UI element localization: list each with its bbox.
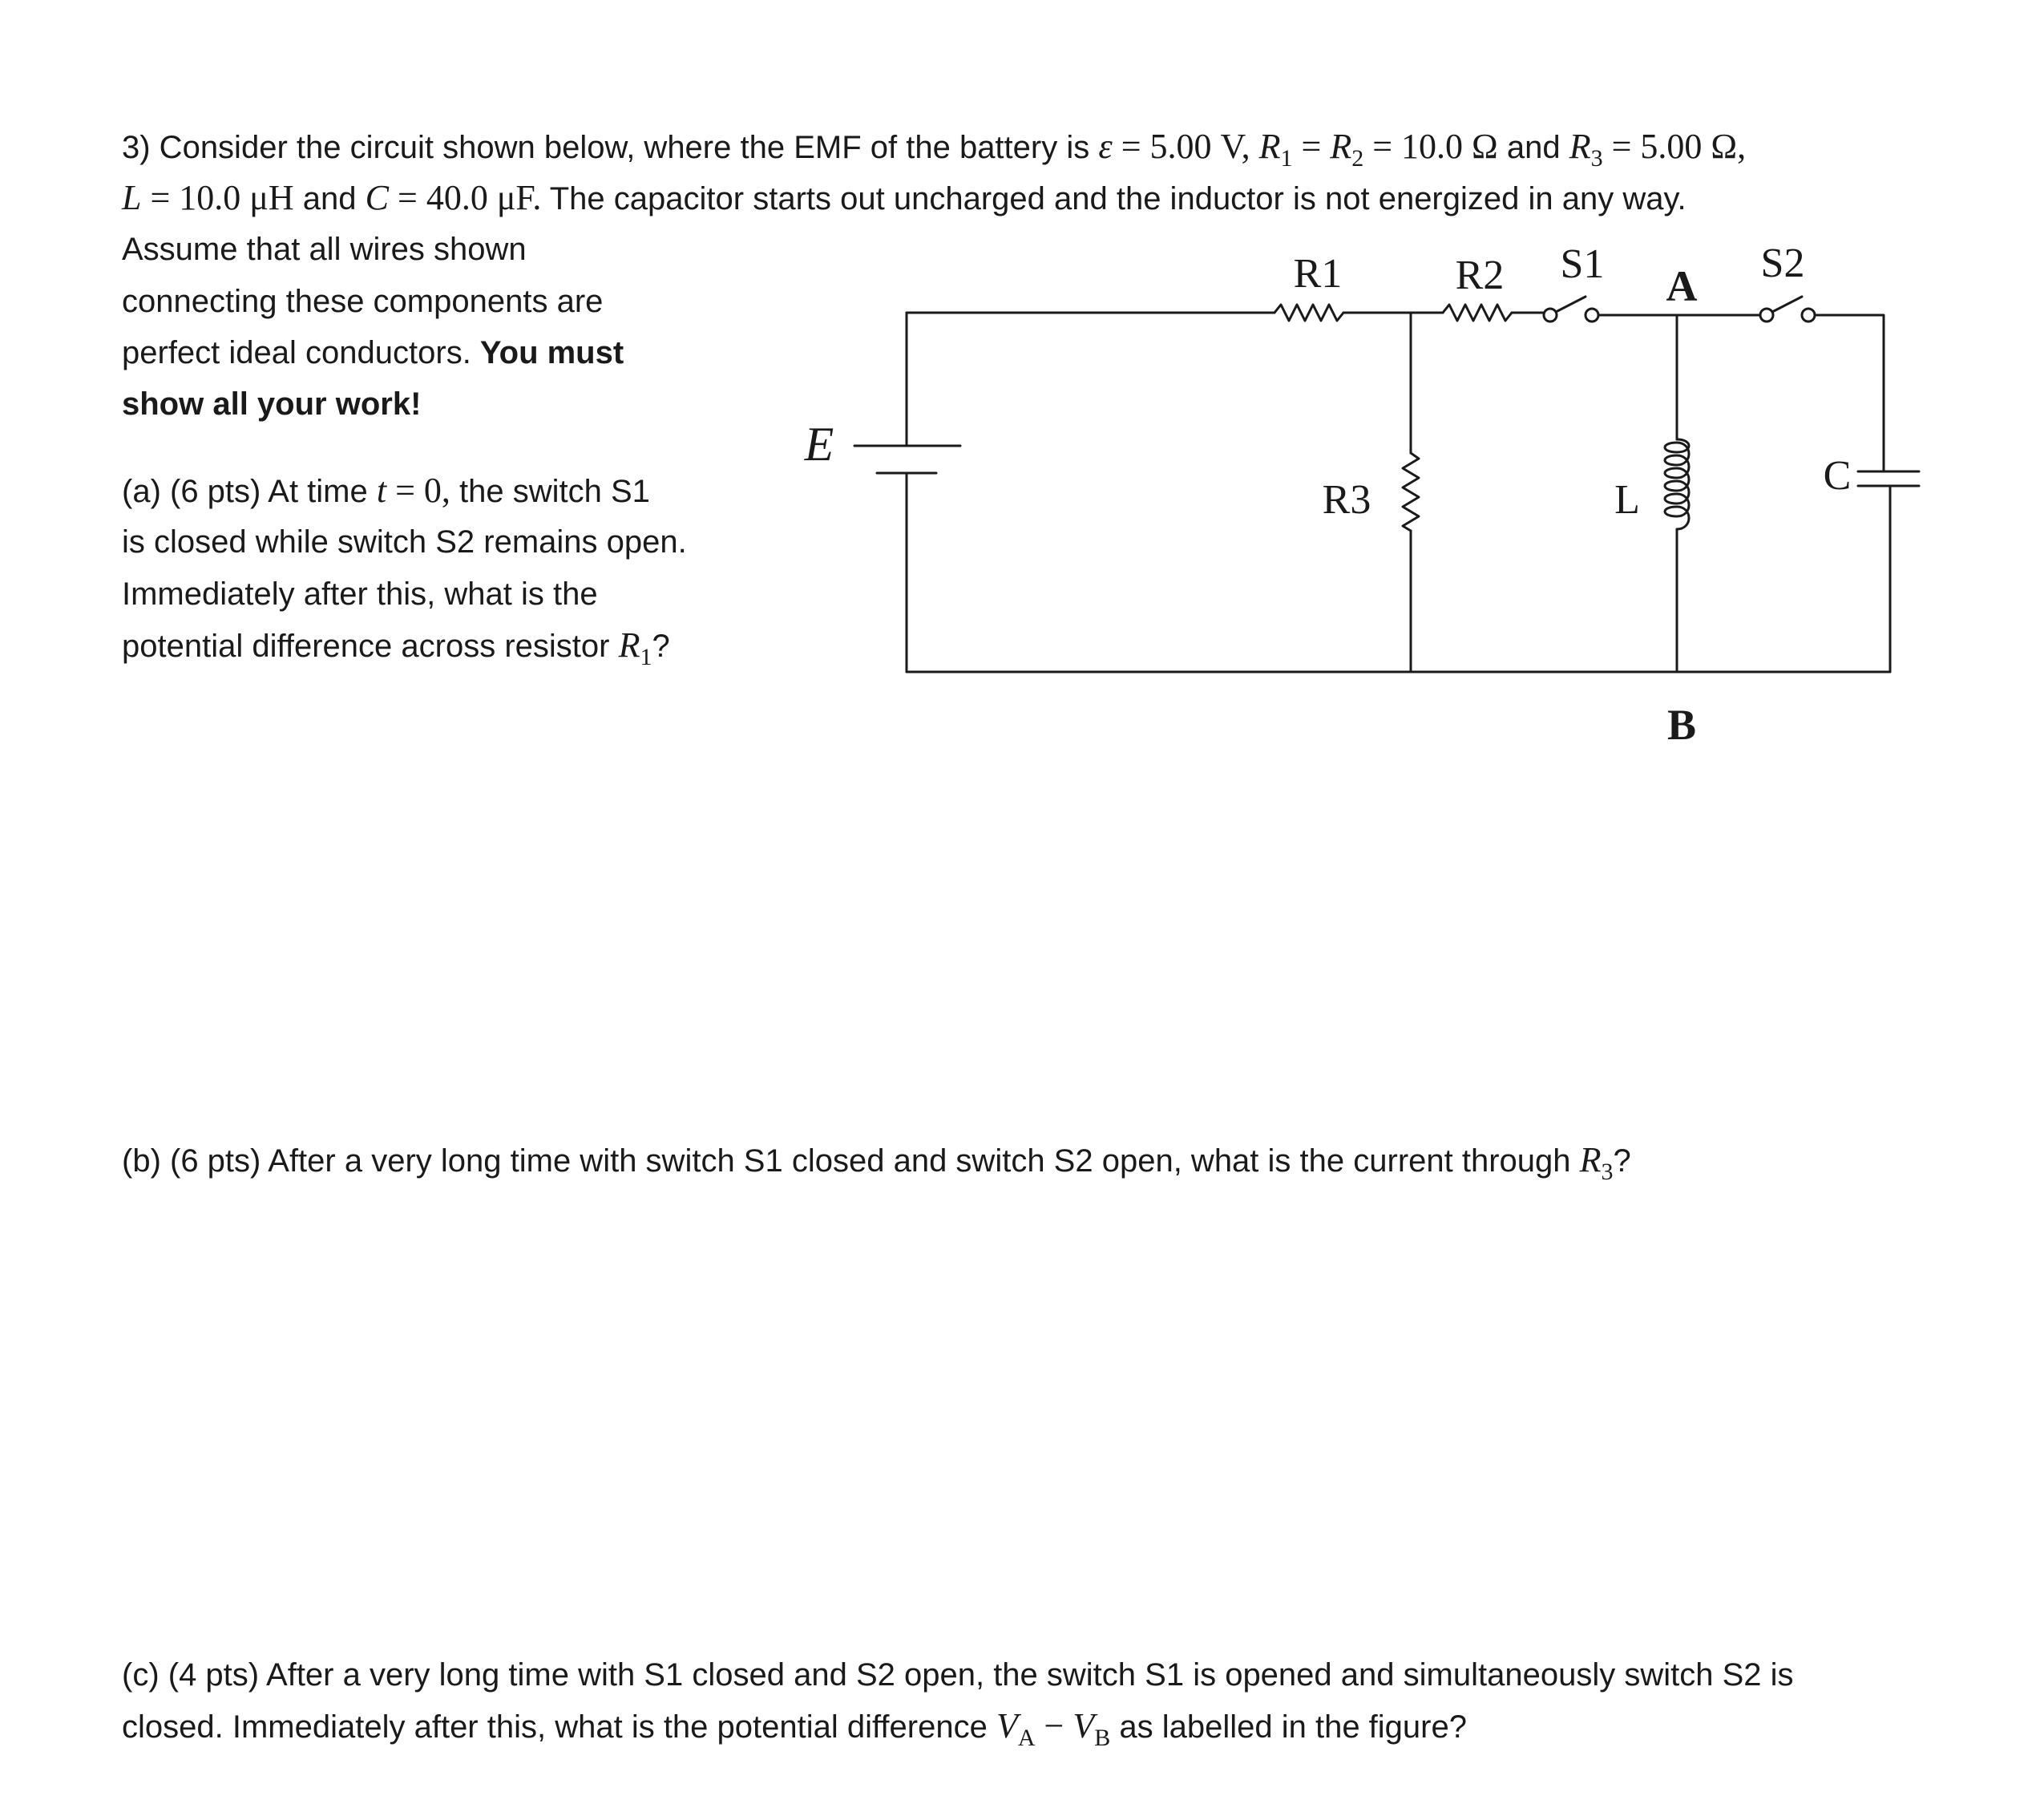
- equals-sign: =: [1292, 127, 1331, 166]
- switch-s2-blade: [1772, 297, 1802, 312]
- part-a-text: the switch S1: [450, 474, 650, 509]
- part-a-text: potential difference across resistor: [122, 629, 619, 664]
- intro-text: The capacitor starts out uncharged and the inductor is not energized in any way.: [541, 181, 1687, 216]
- part-c-text: closed. Immediately after this, what is the potential difference: [122, 1709, 996, 1745]
- switch-s2-contact-right: [1802, 309, 1815, 322]
- label-node-a: A: [1666, 262, 1698, 310]
- minus-sign: −: [1035, 1706, 1073, 1745]
- part-a-text: (a) (6 pts) At time: [122, 474, 377, 509]
- r1-subscript: 1: [1280, 145, 1293, 172]
- part-c-line-1: (c) (4 pts) After a very long time with S1 closed and S2 open, the switch S1 is opened and simultaneously switch S2 is: [122, 1657, 1794, 1693]
- intro-line-3: Assume that all wires shown: [122, 232, 527, 267]
- inductor-l: [1665, 439, 1689, 529]
- and-text: and: [1497, 130, 1569, 165]
- c-value: = 40.0 μF.: [389, 178, 542, 217]
- vb-symbol: V: [1072, 1706, 1095, 1745]
- emphasis-text: You must: [479, 335, 624, 370]
- part-b-text: (b) (6 pts) After a very long time with switch S1 closed and switch S2 open, what is the current through: [122, 1143, 1580, 1179]
- r3-symbol: R: [1579, 1140, 1602, 1179]
- label-r2: R2: [1455, 253, 1505, 298]
- l-symbol: L: [122, 178, 142, 217]
- label-s2: S2: [1760, 241, 1805, 286]
- part-a-line-3: Immediately after this, what is the: [122, 576, 598, 612]
- r1-subscript: 1: [640, 644, 652, 670]
- vb-subscript: B: [1094, 1725, 1111, 1751]
- question-mark: ?: [1613, 1143, 1631, 1179]
- va-symbol: V: [996, 1706, 1018, 1745]
- emf-symbol: ε: [1098, 127, 1113, 166]
- label-s1: S1: [1560, 241, 1605, 287]
- switch-s1-contact-left: [1544, 309, 1557, 322]
- question-mark: ?: [652, 629, 670, 664]
- resistor-r3: [1403, 453, 1419, 531]
- r3-subscript: 3: [1601, 1159, 1614, 1185]
- resistor-r1: [1274, 305, 1343, 321]
- label-l: L: [1614, 477, 1640, 523]
- label-r1: R1: [1293, 251, 1343, 297]
- label-c: C: [1823, 453, 1852, 499]
- c-symbol: C: [365, 178, 389, 217]
- r12-value: = 10.0 Ω: [1363, 127, 1498, 166]
- t-symbol: t: [376, 471, 387, 510]
- label-node-b: B: [1666, 701, 1697, 749]
- label-e: E: [804, 418, 834, 471]
- switch-s1-blade: [1556, 297, 1586, 312]
- intro-text: perfect ideal conductors.: [122, 335, 480, 370]
- switch-s2-contact-left: [1760, 309, 1773, 322]
- r1-symbol: R: [1258, 127, 1281, 166]
- r3-symbol: R: [1569, 127, 1591, 166]
- l-value: = 10.0 μH: [141, 178, 294, 217]
- resistor-r2: [1443, 305, 1512, 321]
- r2-subscript: 2: [1351, 145, 1364, 172]
- intro-line-6: show all your work!: [122, 386, 422, 422]
- and-text: and: [293, 181, 366, 216]
- r2-symbol: R: [1330, 127, 1352, 166]
- emf-value: = 5.00 V,: [1112, 127, 1259, 166]
- switch-s1-contact-right: [1586, 309, 1598, 322]
- va-subscript: A: [1017, 1725, 1036, 1751]
- r3-value: = 5.00 Ω,: [1602, 127, 1747, 166]
- r3-subscript: 3: [1590, 145, 1603, 172]
- t-value: = 0,: [386, 471, 450, 510]
- r1-symbol: R: [618, 625, 640, 665]
- part-a-line-2: is closed while switch S2 remains open.: [122, 524, 687, 560]
- part-c-text: as labelled in the figure?: [1110, 1709, 1467, 1745]
- intro-text: 3) Consider the circuit shown below, where the EMF of the battery is: [122, 130, 1099, 165]
- wire-s2-capacitor: [1815, 315, 1884, 471]
- label-r3: R3: [1322, 477, 1371, 523]
- intro-line-4: connecting these components are: [122, 284, 604, 319]
